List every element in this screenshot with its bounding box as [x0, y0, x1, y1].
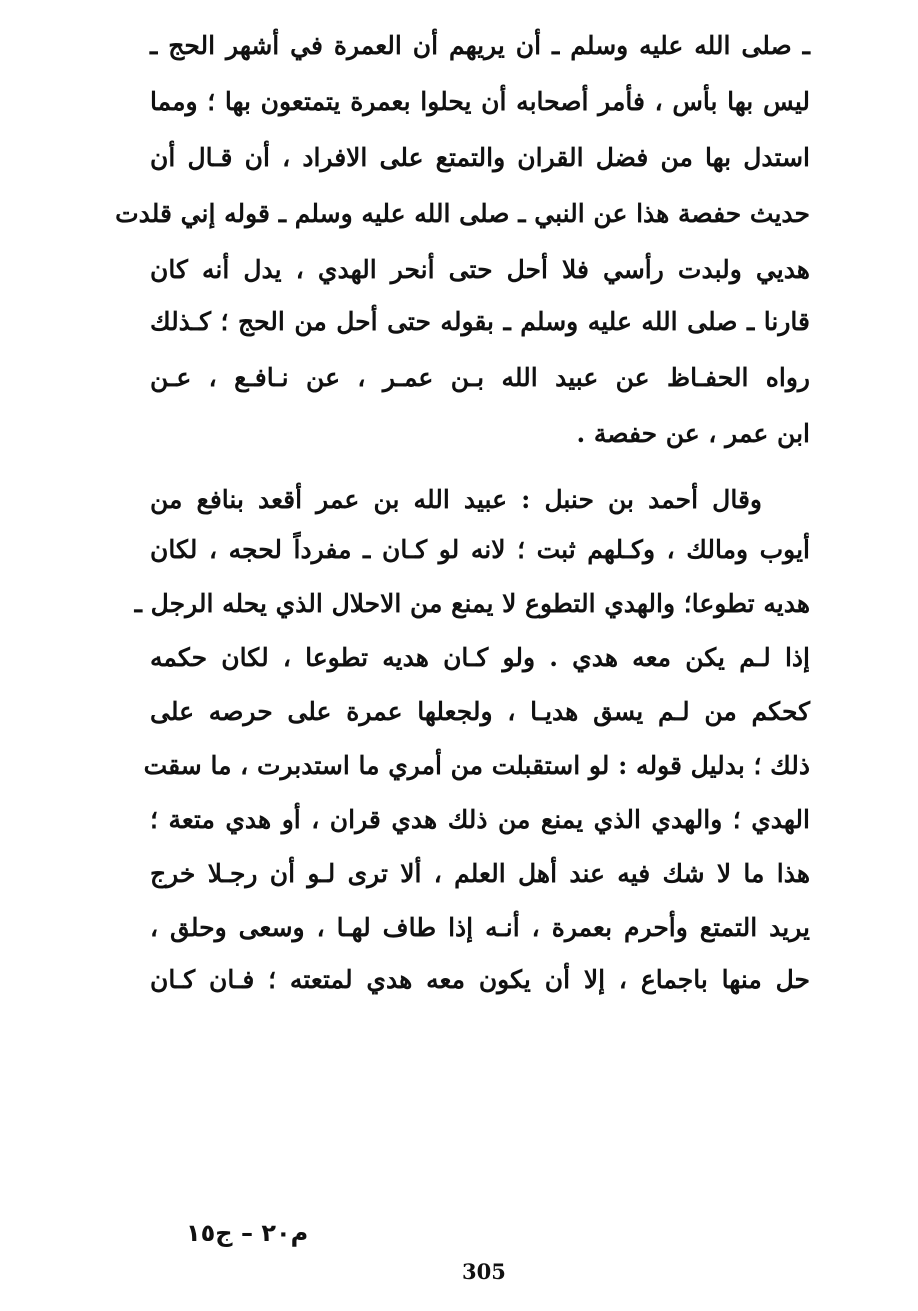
footer-signature: م٢٠ – ج١٥: [186, 1219, 309, 1247]
text-line: الهدي ؛ والهدي الذي يمنع من ذلك هدي قران ، أو هدي متعة ؛: [150, 805, 810, 834]
text-line: حل منها باجماع ، إلا أن يكون معه هدي لمتعته ؛ فـان كـان: [150, 965, 810, 994]
text-line: ذلك ؛ بدليل قوله : لو استقبلت من أمري ما استدبرت ، ما سقت: [143, 751, 810, 780]
text-line: رواه الحفـاظ عن عبيد الله بـن عمـر ، عن نـافـع ، عـن: [150, 363, 810, 392]
text-line: قارنا ـ صلى الله عليه وسلم ـ بقوله حتى أحل من الحج ؛ كـذلك: [150, 307, 810, 336]
text-line-indented: وقال أحمد بن حنبل : عبيد الله بن عمر أقعد بنافع من: [150, 485, 762, 514]
text-line: هديه تطوعا؛ والهدي التطوع لا يمنع من الاحلال الذي يحله الرجل ـ: [134, 589, 810, 618]
page-number: 305: [462, 1259, 506, 1284]
text-line: أيوب ومالك ، وكـلهم ثبت ؛ لانه لو كـان ـ مفرداً لحجه ، لكان: [150, 535, 810, 564]
text-line: هذا ما لا شك فيه عند أهل العلم ، ألا ترى لـو أن رجـلا خرج: [150, 859, 810, 888]
text-line: إذا لـم يكن معه هدي . ولو كـان هديه تطوعا ، لكان حكمه: [150, 643, 810, 672]
text-line: استدل بها من فضل القران والتمتع على الافراد ، أن قـال أن: [150, 143, 810, 172]
text-line: ليس بها بأس ، فأمر أصحابه أن يحلوا بعمرة يتمتعون بها ؛ ومما: [150, 87, 810, 116]
text-line: كحكم من لـم يسق هديـا ، ولجعلها عمرة على حرصه على: [150, 697, 810, 726]
text-line: يريد التمتع وأحرم بعمرة ، أنـه إذا طاف لهـا ، وسعى وحلق ،: [150, 913, 810, 942]
text-line: ابن عمر ، عن حفصة .: [576, 419, 810, 448]
text-line: حديث حفصة هذا عن النبي ـ صلى الله عليه وسلم ـ قوله إني قلدت: [115, 199, 810, 228]
text-line: ـ صلى الله عليه وسلم ـ أن يريهم أن العمرة في أشهر الحج ـ: [150, 31, 810, 60]
text-line: هديي ولبدت رأسي فلا أحل حتى أنحر الهدي ، يدل أنه كان: [150, 255, 810, 284]
